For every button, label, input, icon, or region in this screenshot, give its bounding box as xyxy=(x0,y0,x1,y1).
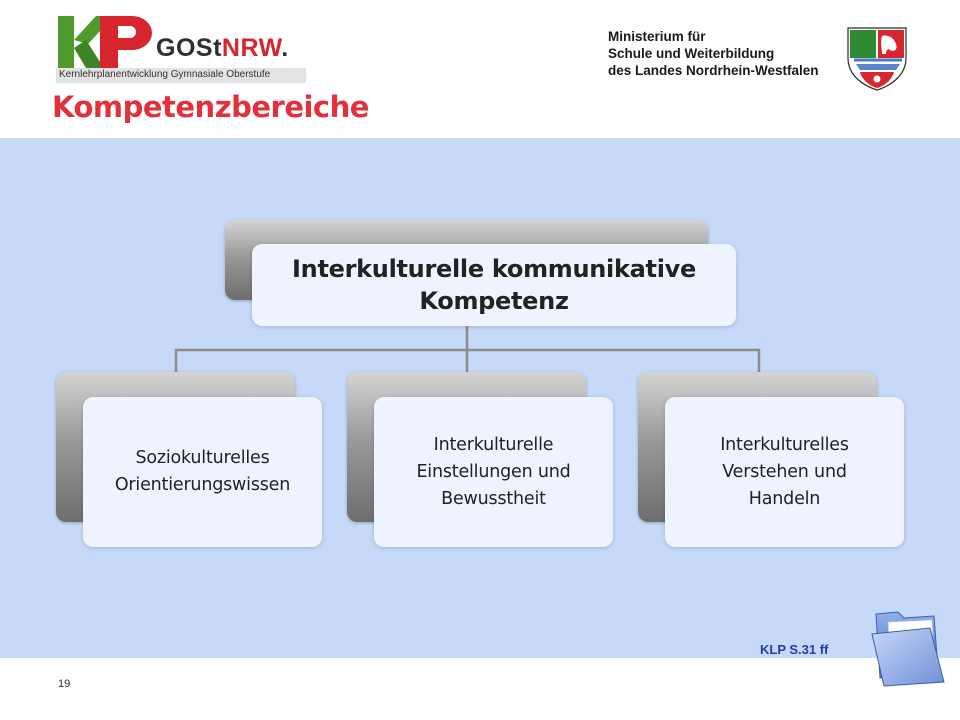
child-node-2-label: Interkulturelle Einstellungen und Bewusstheit xyxy=(416,434,571,509)
kp-brand-suffix: NRW xyxy=(221,34,282,62)
ministry-line-1: Ministerium für xyxy=(608,29,706,44)
content-panel xyxy=(0,138,960,658)
ministry-line-2: Schule und Weiterbildung xyxy=(608,46,775,61)
page-title: Kompetenzbereiche xyxy=(52,90,369,124)
slide-header xyxy=(0,0,960,138)
nrw-crest-icon xyxy=(842,24,912,92)
kp-brand-dot: . xyxy=(281,34,289,62)
kp-logo-icon xyxy=(56,14,152,70)
child-node-3 xyxy=(665,397,904,547)
ministry-line-3: des Landes Nordrhein-Westfalen xyxy=(608,63,819,78)
child-node-2 xyxy=(374,397,613,547)
kp-brand-text xyxy=(156,34,289,63)
kp-subtitle: Kernlehrplanentwicklung Gymnasiale Oberstufe xyxy=(59,69,271,80)
root-node xyxy=(252,244,736,326)
child-node-3-label: Interkulturelles Verstehen und Handeln xyxy=(720,434,849,509)
ministry-label xyxy=(608,28,819,79)
curriculum-reference: KLP S.31 ff xyxy=(760,642,829,657)
page-number: 19 xyxy=(58,678,71,690)
child-node-1 xyxy=(83,397,322,547)
child-node-1-label: Soziokulturelles Orientierungswissen xyxy=(114,448,291,495)
root-node-label: Interkulturelle kommunikative Kompetenz xyxy=(292,255,696,315)
kp-brand-prefix: GOSt xyxy=(156,34,222,62)
kp-logo xyxy=(56,14,308,82)
folder-icon[interactable] xyxy=(868,608,950,688)
